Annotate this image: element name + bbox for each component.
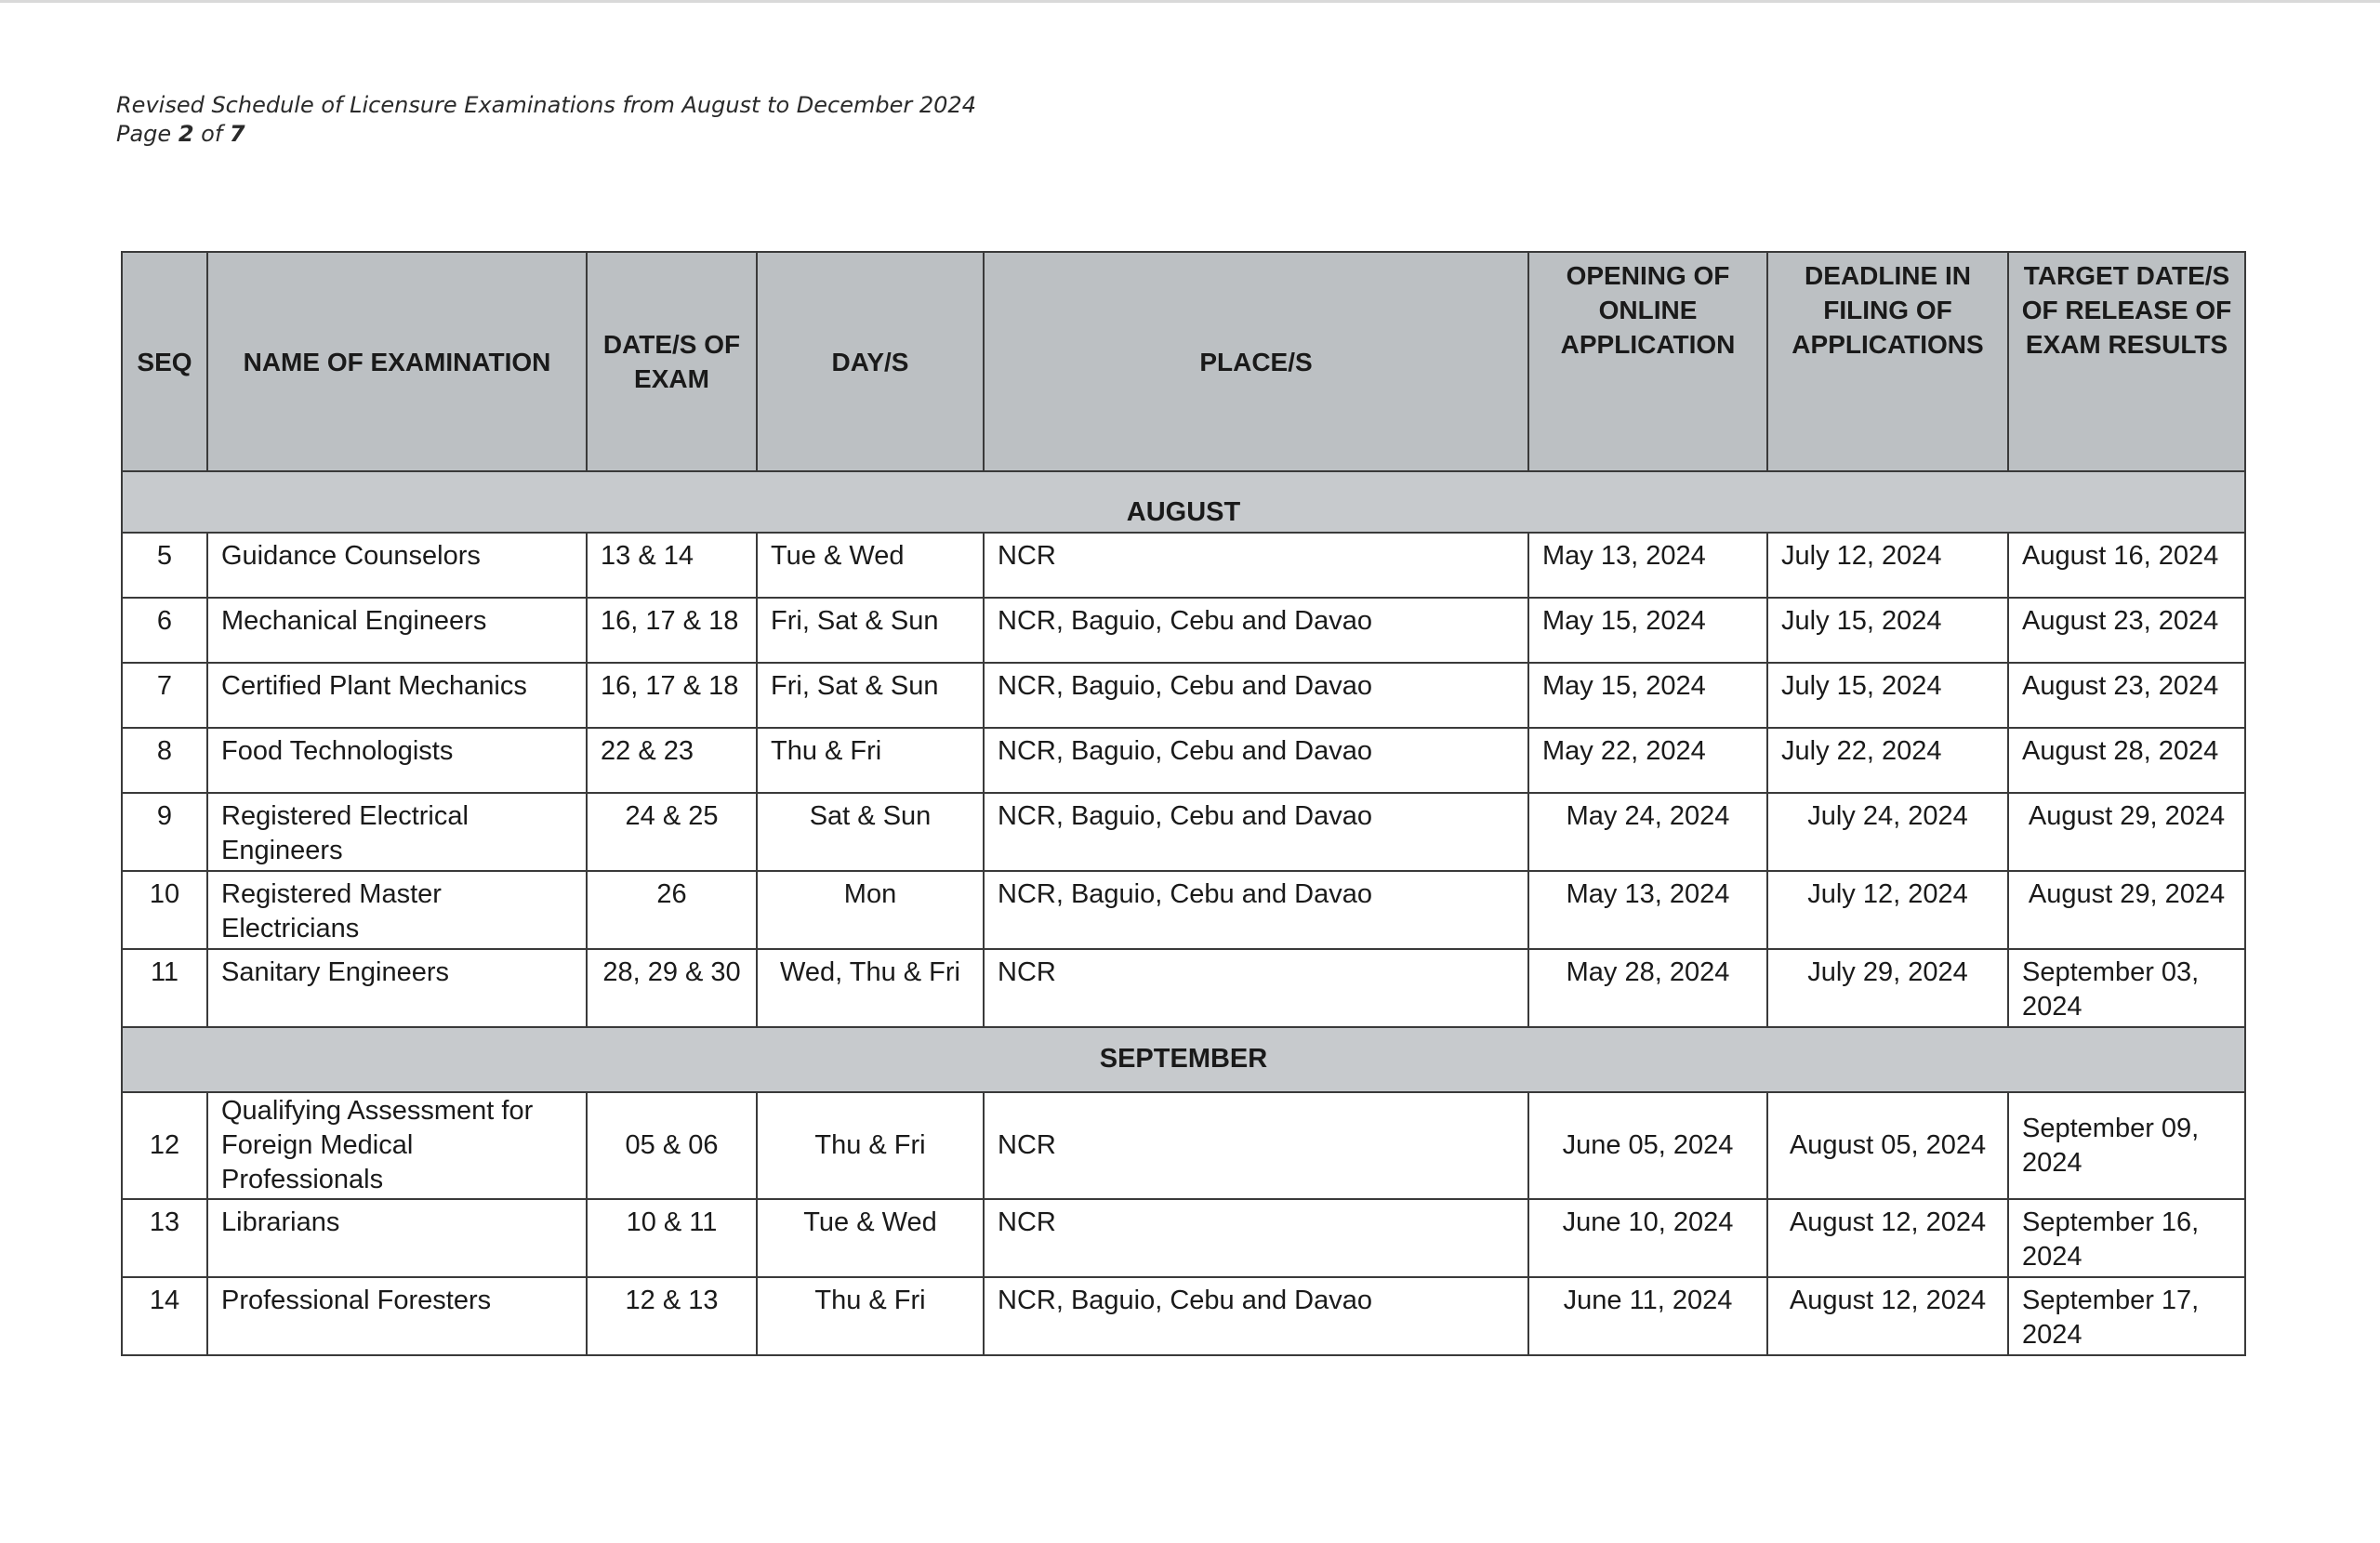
table-header-row [122, 252, 2245, 471]
cell-places: NCR [984, 1199, 1528, 1277]
cell-seq: 11 [122, 949, 207, 1027]
cell-days: Tue & Wed [757, 1199, 984, 1277]
cell-release: August 29, 2024 [2008, 793, 2245, 871]
document-title: Revised Schedule of Licensure Examinations from August to December 2024 [116, 92, 976, 118]
cell-release: August 28, 2024 [2008, 728, 2245, 793]
cell-dates: 16, 17 & 18 [587, 663, 757, 728]
month-row-september [122, 1027, 2245, 1092]
month-row-august [122, 471, 2245, 533]
cell-seq: 5 [122, 533, 207, 598]
cell-places: NCR, Baguio, Cebu and Davao [984, 663, 1528, 728]
page-total: 7 [229, 121, 245, 147]
table-row [122, 663, 2245, 728]
cell-deadline: August 12, 2024 [1767, 1277, 2008, 1355]
cell-seq: 7 [122, 663, 207, 728]
cell-days: Thu & Fri [757, 728, 984, 793]
cell-days: Sat & Sun [757, 793, 984, 871]
cell-release: September 09, 2024 [2008, 1092, 2245, 1199]
cell-release: September 16, 2024 [2008, 1199, 2245, 1277]
cell-deadline: July 15, 2024 [1767, 598, 2008, 663]
page-current: 2 [178, 121, 194, 147]
cell-opening: May 28, 2024 [1528, 949, 1767, 1027]
cell-days: Mon [757, 871, 984, 949]
cell-name: Librarians [207, 1199, 587, 1277]
cell-dates: 24 & 25 [587, 793, 757, 871]
cell-opening: May 15, 2024 [1528, 598, 1767, 663]
cell-dates: 22 & 23 [587, 728, 757, 793]
col-header-opening: OPENING OF ONLINE APPLICATION [1528, 252, 1767, 471]
cell-deadline: July 15, 2024 [1767, 663, 2008, 728]
table-row [122, 871, 2245, 949]
table-row [122, 1092, 2245, 1199]
cell-seq: 6 [122, 598, 207, 663]
cell-deadline: July 22, 2024 [1767, 728, 2008, 793]
cell-dates: 10 & 11 [587, 1199, 757, 1277]
month-label: AUGUST [122, 471, 2245, 533]
cell-release: September 03, 2024 [2008, 949, 2245, 1027]
cell-days: Fri, Sat & Sun [757, 598, 984, 663]
cell-opening: May 13, 2024 [1528, 871, 1767, 949]
cell-name: Professional Foresters [207, 1277, 587, 1355]
cell-name: Registered Master Electricians [207, 871, 587, 949]
cell-places: NCR, Baguio, Cebu and Davao [984, 871, 1528, 949]
cell-opening: June 10, 2024 [1528, 1199, 1767, 1277]
cell-seq: 8 [122, 728, 207, 793]
cell-name: Food Technologists [207, 728, 587, 793]
cell-release: August 23, 2024 [2008, 663, 2245, 728]
cell-places: NCR, Baguio, Cebu and Davao [984, 1277, 1528, 1355]
cell-release: August 16, 2024 [2008, 533, 2245, 598]
cell-deadline: August 12, 2024 [1767, 1199, 2008, 1277]
table-row [122, 728, 2245, 793]
cell-seq: 14 [122, 1277, 207, 1355]
cell-seq: 12 [122, 1092, 207, 1199]
cell-deadline: July 29, 2024 [1767, 949, 2008, 1027]
cell-deadline: August 05, 2024 [1767, 1092, 2008, 1199]
col-header-release: TARGET DATE/S OF RELEASE OF EXAM RESULTS [2008, 252, 2245, 471]
cell-name: Guidance Counselors [207, 533, 587, 598]
col-header-name: NAME OF EXAMINATION [207, 252, 587, 471]
cell-opening: May 13, 2024 [1528, 533, 1767, 598]
cell-opening: June 05, 2024 [1528, 1092, 1767, 1199]
page-prefix: Page [116, 121, 178, 147]
cell-dates: 16, 17 & 18 [587, 598, 757, 663]
cell-release: August 23, 2024 [2008, 598, 2245, 663]
page-top-edge [0, 0, 2380, 3]
cell-days: Fri, Sat & Sun [757, 663, 984, 728]
cell-seq: 13 [122, 1199, 207, 1277]
col-header-dates: DATE/S OF EXAM [587, 252, 757, 471]
table-row [122, 949, 2245, 1027]
cell-name: Mechanical Engineers [207, 598, 587, 663]
page-of: of [193, 121, 230, 147]
cell-days: Thu & Fri [757, 1092, 984, 1199]
col-header-seq: SEQ [122, 252, 207, 471]
cell-days: Thu & Fri [757, 1277, 984, 1355]
cell-release: August 29, 2024 [2008, 871, 2245, 949]
cell-places: NCR, Baguio, Cebu and Davao [984, 598, 1528, 663]
col-header-deadline: DEADLINE IN FILING OF APPLICATIONS [1767, 252, 2008, 471]
cell-dates: 05 & 06 [587, 1092, 757, 1199]
month-label: SEPTEMBER [122, 1027, 2245, 1092]
cell-opening: May 24, 2024 [1528, 793, 1767, 871]
cell-days: Wed, Thu & Fri [757, 949, 984, 1027]
col-header-days: DAY/S [757, 252, 984, 471]
cell-places: NCR [984, 949, 1528, 1027]
cell-places: NCR [984, 533, 1528, 598]
table-row [122, 533, 2245, 598]
cell-places: NCR [984, 1092, 1528, 1199]
cell-name: Registered Electrical Engineers [207, 793, 587, 871]
cell-days: Tue & Wed [757, 533, 984, 598]
cell-opening: June 11, 2024 [1528, 1277, 1767, 1355]
cell-dates: 28, 29 & 30 [587, 949, 757, 1027]
cell-opening: May 22, 2024 [1528, 728, 1767, 793]
document-header [116, 91, 976, 149]
cell-name: Sanitary Engineers [207, 949, 587, 1027]
cell-places: NCR, Baguio, Cebu and Davao [984, 793, 1528, 871]
exam-schedule-table [121, 251, 2246, 1356]
cell-seq: 10 [122, 871, 207, 949]
cell-opening: May 15, 2024 [1528, 663, 1767, 728]
col-header-places: PLACE/S [984, 252, 1528, 471]
cell-dates: 26 [587, 871, 757, 949]
cell-seq: 9 [122, 793, 207, 871]
table-row [122, 793, 2245, 871]
table-row [122, 598, 2245, 663]
table-row [122, 1199, 2245, 1277]
cell-name: Certified Plant Mechanics [207, 663, 587, 728]
cell-dates: 12 & 13 [587, 1277, 757, 1355]
cell-name: Qualifying Assessment for Foreign Medical Professionals [207, 1092, 587, 1199]
cell-deadline: July 24, 2024 [1767, 793, 2008, 871]
cell-deadline: July 12, 2024 [1767, 533, 2008, 598]
page-number [116, 120, 976, 149]
cell-release: September 17, 2024 [2008, 1277, 2245, 1355]
cell-deadline: July 12, 2024 [1767, 871, 2008, 949]
table-row [122, 1277, 2245, 1355]
cell-dates: 13 & 14 [587, 533, 757, 598]
cell-places: NCR, Baguio, Cebu and Davao [984, 728, 1528, 793]
